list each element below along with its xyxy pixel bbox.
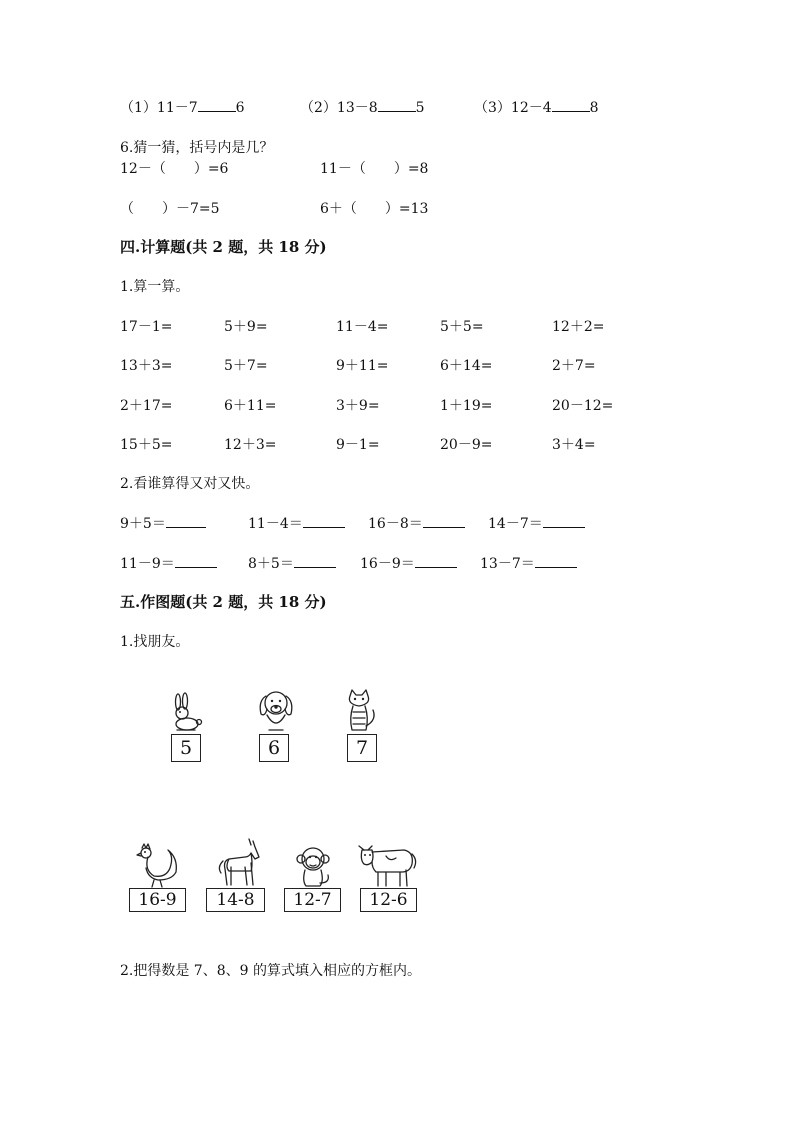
answer-blank[interactable] bbox=[303, 526, 345, 528]
q6-item: 12－（ ）=6 bbox=[120, 161, 229, 177]
fast-calc-expr: 16－9＝ bbox=[360, 556, 415, 572]
answer-blank[interactable] bbox=[175, 566, 217, 568]
expression-box: 12-6 bbox=[360, 888, 417, 912]
section4-heading: 四.计算题(共 2 题，共 18 分) bbox=[120, 238, 327, 256]
monkey-icon bbox=[292, 843, 334, 887]
q6-title: 6.猜一猜，括号内是几？ bbox=[120, 140, 274, 156]
fast-calc-expr: 11－9＝ bbox=[120, 556, 175, 572]
calc-item: 17－1= bbox=[120, 319, 173, 335]
calc-item: 20－12= bbox=[552, 398, 614, 414]
answer-blank[interactable] bbox=[415, 566, 457, 568]
answer-blank[interactable] bbox=[423, 526, 465, 528]
calc-item: 5＋7= bbox=[224, 358, 268, 374]
compare-q2-expr: （2）13－8 bbox=[300, 100, 378, 116]
compare-q1 bbox=[120, 97, 245, 117]
number-box: 6 bbox=[259, 734, 289, 762]
fast-calc-expr: 9＋5＝ bbox=[120, 516, 166, 532]
answer-blank[interactable] bbox=[535, 566, 577, 568]
calc-item: 5＋5= bbox=[440, 319, 484, 335]
rooster-icon bbox=[132, 842, 182, 888]
calc-item: 3＋4= bbox=[552, 437, 596, 453]
fast-calc-expr: 8＋5＝ bbox=[248, 556, 294, 572]
calc-item: 6＋11= bbox=[224, 398, 277, 414]
calc-item: 12＋2= bbox=[552, 319, 605, 335]
section5-q2-title: 2.把得数是 7、8、9 的算式填入相应的方框内。 bbox=[120, 963, 421, 979]
section4-q2-title: 2.看谁算得又对又快。 bbox=[120, 476, 260, 492]
cat-icon bbox=[337, 688, 381, 732]
answer-blank[interactable] bbox=[198, 110, 236, 112]
expression-box: 14-8 bbox=[206, 888, 265, 912]
calc-item: 9－1= bbox=[336, 437, 380, 453]
fast-calc-item bbox=[360, 553, 457, 573]
horse-icon bbox=[215, 837, 265, 887]
answer-blank[interactable] bbox=[166, 526, 206, 528]
fast-calc-item bbox=[480, 553, 577, 573]
calc-item: 2＋17= bbox=[120, 398, 173, 414]
compare-q2 bbox=[300, 97, 425, 117]
fast-calc-expr: 13－7＝ bbox=[480, 556, 535, 572]
compare-q1-expr: （1）11－7 bbox=[120, 100, 198, 116]
calc-item: 3＋9= bbox=[336, 398, 380, 414]
section4-q1-title: 1.算一算。 bbox=[120, 279, 190, 295]
cow-icon bbox=[356, 842, 418, 888]
calc-item: 15＋5= bbox=[120, 437, 173, 453]
answer-blank[interactable] bbox=[294, 566, 336, 568]
compare-q3-expr: （3）12－4 bbox=[474, 100, 552, 116]
rabbit-icon bbox=[165, 692, 205, 732]
compare-q2-right: 5 bbox=[415, 100, 425, 116]
answer-blank[interactable] bbox=[543, 526, 585, 528]
fast-calc-item bbox=[368, 513, 465, 533]
expression-box: 12-7 bbox=[284, 888, 341, 912]
calc-item: 1＋19= bbox=[440, 398, 493, 414]
q6-item: 6＋（ ）=13 bbox=[320, 201, 429, 217]
fast-calc-item bbox=[248, 553, 336, 573]
calc-item: 11－4= bbox=[336, 319, 389, 335]
fast-calc-item bbox=[488, 513, 585, 533]
fast-calc-expr: 14－7＝ bbox=[488, 516, 543, 532]
q6-item: 11－（ ）=8 bbox=[320, 161, 429, 177]
number-box: 5 bbox=[171, 734, 201, 762]
fast-calc-item bbox=[120, 513, 206, 533]
q6-item: （ ）－7=5 bbox=[120, 201, 220, 217]
calc-item: 5＋9= bbox=[224, 319, 268, 335]
puppy-icon bbox=[252, 687, 298, 731]
answer-blank[interactable] bbox=[552, 110, 590, 112]
section5-heading: 五.作图题(共 2 题，共 18 分) bbox=[120, 593, 327, 611]
fast-calc-item bbox=[248, 513, 345, 533]
section5-q1-title: 1.找朋友。 bbox=[120, 634, 190, 650]
fast-calc-expr: 16－8＝ bbox=[368, 516, 423, 532]
calc-item: 2＋7= bbox=[552, 358, 596, 374]
expression-box: 16-9 bbox=[129, 888, 186, 912]
compare-q3-right: 8 bbox=[589, 100, 599, 116]
calc-item: 13＋3= bbox=[120, 358, 173, 374]
calc-item: 6＋14= bbox=[440, 358, 493, 374]
calc-item: 20－9= bbox=[440, 437, 493, 453]
calc-item: 9＋11= bbox=[336, 358, 389, 374]
compare-q1-right: 6 bbox=[235, 100, 245, 116]
compare-q3 bbox=[474, 97, 599, 117]
fast-calc-item bbox=[120, 553, 217, 573]
number-box: 7 bbox=[347, 734, 377, 762]
answer-blank[interactable] bbox=[378, 110, 416, 112]
fast-calc-expr: 11－4＝ bbox=[248, 516, 303, 532]
calc-item: 12＋3= bbox=[224, 437, 277, 453]
